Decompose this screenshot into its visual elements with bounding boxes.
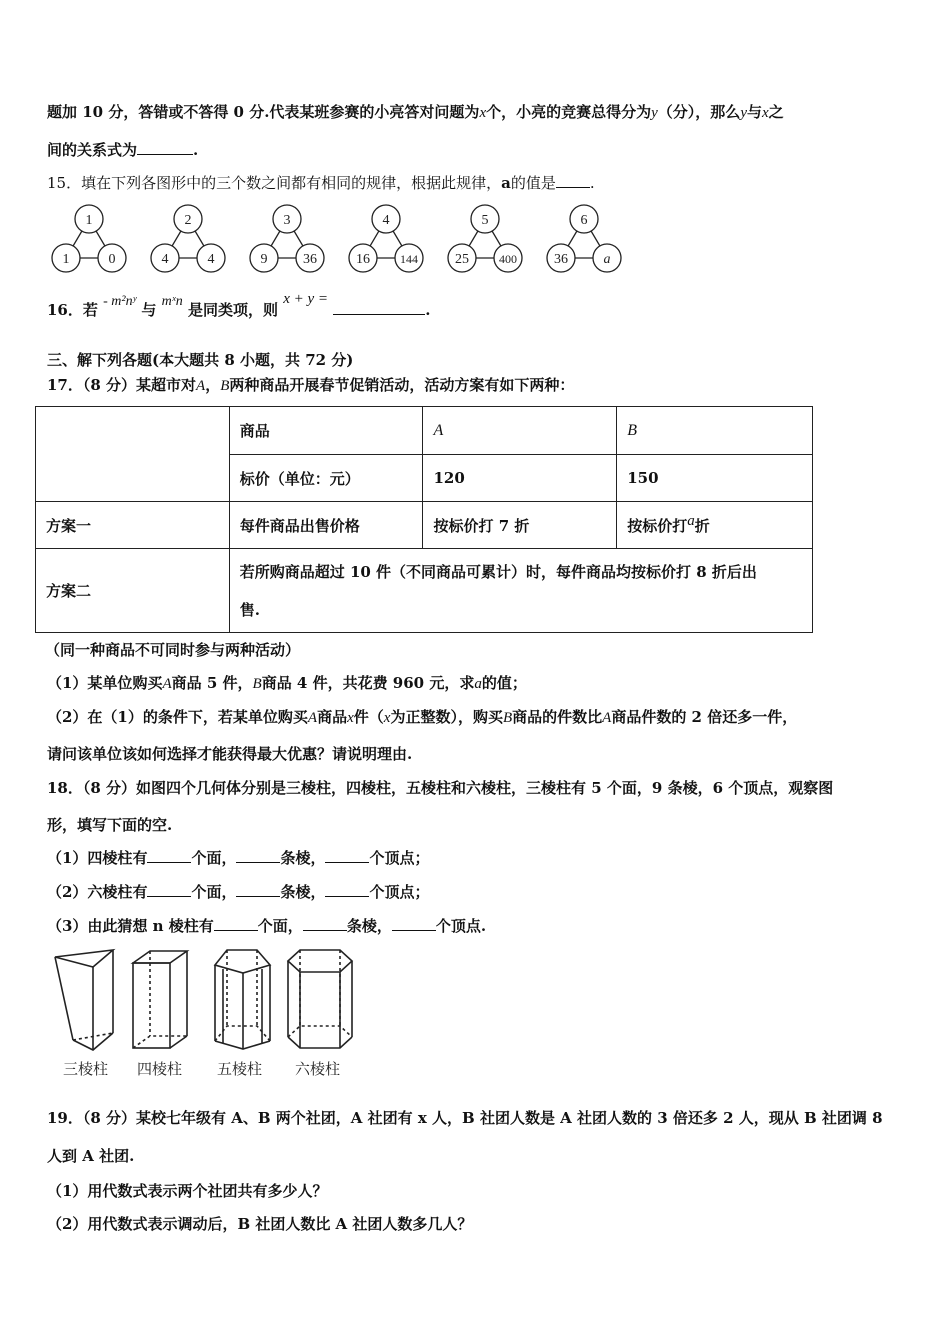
answer-blank[interactable] xyxy=(214,916,258,931)
square-prism-shape xyxy=(133,951,187,1048)
answer-blank[interactable] xyxy=(147,848,191,863)
table-cell: A xyxy=(423,407,617,455)
circle-number: 16 xyxy=(356,252,370,267)
circle-number: 36 xyxy=(554,252,568,267)
table-cell: 每件商品出售价格 xyxy=(229,502,423,549)
q17-part1: （1）某单位购买A商品 5 件，B商品 4 件，共花费 960 元，求a的值； xyxy=(47,674,527,692)
prism-label: 六棱柱 xyxy=(295,1062,341,1078)
circle-number: 400 xyxy=(499,252,517,266)
section-heading: 三、解下列各题(本大题共 8 小题，共 72 分) xyxy=(47,351,354,369)
answer-blank[interactable] xyxy=(147,882,191,897)
prism-label: 四棱柱 xyxy=(137,1062,183,1078)
answer-blank[interactable] xyxy=(236,882,280,897)
q17-note: （同一种商品不可同时参与两种活动） xyxy=(45,641,301,659)
prism-label: 五棱柱 xyxy=(217,1062,263,1078)
circle-number: 9 xyxy=(260,252,268,267)
circle-number: 144 xyxy=(400,252,418,266)
circle-number: 6 xyxy=(580,213,588,228)
circle-number: 1 xyxy=(85,213,93,228)
q18-line2: 形，填写下面的空. xyxy=(47,816,173,834)
circle-number: 36 xyxy=(303,252,317,267)
triangle-diagram xyxy=(448,205,522,272)
q19-part1: （1）用代数式表示两个社团共有多少人？ xyxy=(47,1182,328,1200)
table-cell: B xyxy=(617,407,813,455)
promotion-table xyxy=(35,406,813,633)
table-row xyxy=(36,502,813,549)
answer-blank[interactable] xyxy=(325,882,369,897)
prisms-figure xyxy=(45,945,360,1080)
table-cell: 方案二 xyxy=(36,549,230,633)
circle-number: 0 xyxy=(108,252,116,267)
q18-part3: （3）由此猜想 n 棱柱有 个面， 条棱， 个顶点. xyxy=(47,917,487,935)
monomial-2: mˣn xyxy=(161,294,183,309)
answer-blank[interactable] xyxy=(392,916,436,931)
circle-number: 4 xyxy=(161,252,169,267)
q17-intro: 17．（8 分）某超市对A，B两种商品开展春节促销活动，活动方案有如下两种： xyxy=(47,376,575,394)
answer-blank[interactable] xyxy=(325,848,369,863)
q18-line1: 18．（8 分）如图四个几何体分别是三棱柱，四棱柱，五棱柱和六棱柱，三棱柱有 5 个面，9 条棱，6 个顶点，观察图 xyxy=(47,779,834,797)
table-row xyxy=(36,407,813,455)
triangle-diagram xyxy=(151,205,225,272)
table-cell: 标价（单位：元） xyxy=(229,455,423,502)
q14-line1: 题加 10 分，答错或不答得 0 分.代表某班参赛的小亮答对问题为x个，小亮的竞赛总得分为y（分），那么y与x之 xyxy=(47,103,784,121)
q14-line2: 间的关系式为 . xyxy=(47,141,199,159)
q18-part1: （1）四棱柱有 个面， 条棱， 个顶点； xyxy=(47,849,430,867)
table-row xyxy=(36,549,813,633)
circle-number: a xyxy=(603,252,611,267)
q19-line2: 人到 A 社团. xyxy=(47,1147,135,1165)
table-cell: 若所购商品超过 10 件（不同商品可累计）时，每件商品均按标价打 8 折后出 售. xyxy=(229,549,812,633)
table-cell: 120 xyxy=(423,455,617,502)
triangle-diagram xyxy=(250,205,324,272)
circle-number: 25 xyxy=(455,252,469,267)
prism-label: 三棱柱 xyxy=(63,1062,109,1078)
triangular-prism-shape xyxy=(55,950,113,1050)
answer-blank[interactable] xyxy=(303,916,347,931)
q18-part2: （2）六棱柱有 个面， 条棱， 个顶点； xyxy=(47,883,430,901)
circle-number: 4 xyxy=(207,252,215,267)
triangle-diagram xyxy=(52,205,126,272)
answer-blank[interactable] xyxy=(556,173,590,188)
q19-part2: （2）用代数式表示调动后，B 社团人数比 A 社团人数多几人？ xyxy=(47,1215,473,1233)
q15-question: 15．填在下列各图形中的三个数之间都有相同的规律，根据此规律，a的值是 . xyxy=(47,174,595,192)
circle-number: 5 xyxy=(481,213,489,228)
circle-number: 4 xyxy=(382,213,390,228)
table-cell: 商品 xyxy=(229,407,423,455)
expression: x + y = xyxy=(283,291,328,307)
table-cell: 按标价打a折 xyxy=(617,502,813,549)
triangle-pattern-figure xyxy=(40,202,640,277)
answer-blank[interactable] xyxy=(137,140,193,155)
pentagonal-prism-shape xyxy=(215,950,270,1049)
table-cell: 按标价打 7 折 xyxy=(423,502,617,549)
table-cell: 150 xyxy=(617,455,813,502)
table-cell-empty xyxy=(36,407,230,502)
triangle-diagram xyxy=(547,205,621,272)
monomial-1: - m²nʸ xyxy=(103,294,137,309)
q17-part2-line2: 请问该单位该如何选择才能获得最大优惠？请说明理由. xyxy=(47,745,413,763)
circle-number: 1 xyxy=(62,252,70,267)
q19-line1: 19．（8 分）某校七年级有 A、B 两个社团，A 社团有 x 人，B 社团人数是 A 社团人数的 3 倍还多 2 人，现从 B 社团调 8 xyxy=(47,1109,883,1127)
circle-number: 3 xyxy=(283,213,291,228)
q16-question: 16．若 - m²nʸ 与 mˣn 是同类项，则 x + y = . xyxy=(47,291,431,319)
triangle-diagram xyxy=(349,205,423,272)
answer-blank[interactable] xyxy=(333,300,425,315)
circle-number: 2 xyxy=(184,213,192,228)
table-cell: 方案一 xyxy=(36,502,230,549)
q17-part2: （2）在（1）的条件下，若某单位购买A商品x件（x为正整数），购买B商品的件数比A商品件数的 2 倍还多一件， xyxy=(47,708,798,726)
hexagonal-prism-shape xyxy=(288,950,352,1048)
answer-blank[interactable] xyxy=(236,848,280,863)
